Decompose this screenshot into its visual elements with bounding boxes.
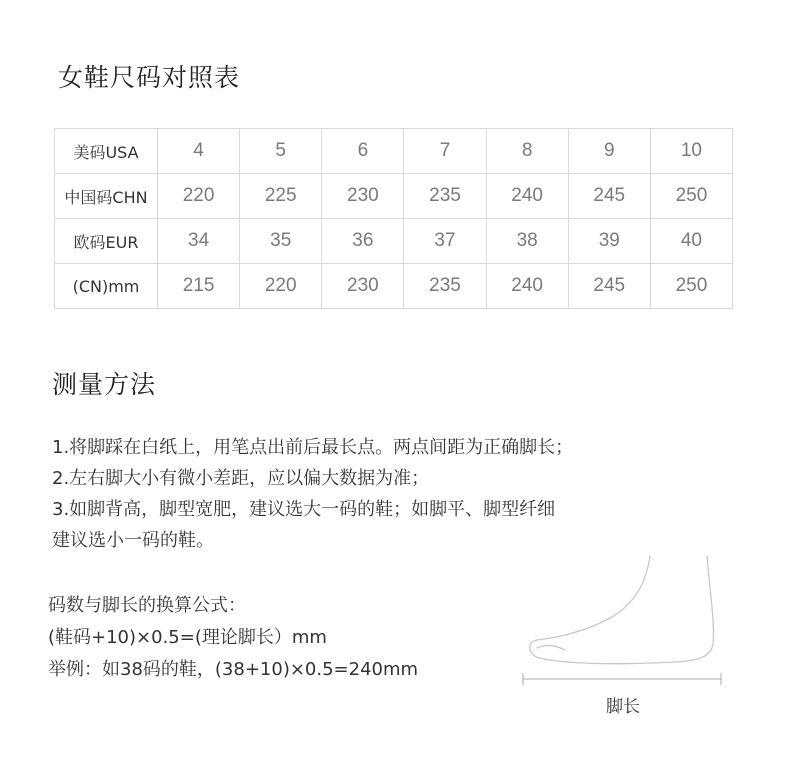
foot-outline-icon: [530, 556, 714, 664]
table-cell: 8: [486, 129, 568, 174]
table-cell: 220: [240, 264, 322, 309]
table-row-usa: [55, 129, 733, 174]
conversion-formula: [48, 590, 488, 686]
table-cell: 240: [486, 174, 568, 219]
table-cell: 230: [322, 264, 404, 309]
table-cell: 250: [650, 264, 732, 309]
table-cell: 225: [240, 174, 322, 219]
table-cell: 9: [568, 129, 650, 174]
row-label-chn: 中国码CHN: [55, 174, 158, 219]
foot-length-measure-line: [523, 673, 721, 685]
page-title: 女鞋尺码对照表: [58, 63, 241, 92]
table-cell: 215: [158, 264, 240, 309]
measurement-section-title: 测量方法: [52, 370, 157, 399]
formula-example: 举例：如38码的鞋，(38+10)×0.5=240mm: [48, 659, 419, 680]
table-cell: 235: [404, 174, 486, 219]
table-row-eur: [55, 219, 733, 264]
table-cell: 36: [322, 219, 404, 264]
table-cell: 6: [322, 129, 404, 174]
table-cell: 35: [240, 219, 322, 264]
row-label-mm: (CN)mm: [55, 264, 158, 309]
table-cell: 250: [650, 174, 732, 219]
table-cell: 4: [158, 129, 240, 174]
table-cell: 10: [650, 129, 732, 174]
formula-expression: (鞋码+10)×0.5=(理论脚长）mm: [48, 627, 327, 648]
foot-outline-illustration: [515, 548, 730, 693]
table-cell: 7: [404, 129, 486, 174]
table-row-mm: [55, 264, 733, 309]
instruction-line: 3.如脚背高，脚型宽肥，建议选大一码的鞋；如脚平、脚型纤细: [52, 499, 556, 520]
instruction-line: 建议选小一码的鞋。: [52, 530, 214, 551]
table-cell: 230: [322, 174, 404, 219]
table-cell: 38: [486, 219, 568, 264]
table-cell: 245: [568, 174, 650, 219]
table-cell: 34: [158, 219, 240, 264]
foot-length-caption: 脚长: [606, 697, 640, 717]
table-cell: 37: [404, 219, 486, 264]
table-cell: 240: [486, 264, 568, 309]
table-cell: 235: [404, 264, 486, 309]
measurement-instructions: [52, 432, 712, 556]
instruction-line: 2.左右脚大小有微小差距，应以偏大数据为准；: [52, 468, 430, 489]
instruction-line: 1.将脚踩在白纸上，用笔点出前后最长点。两点间距为正确脚长；: [52, 437, 574, 458]
table-cell: 220: [158, 174, 240, 219]
table-row-chn: [55, 174, 733, 219]
size-chart-table: [54, 128, 733, 309]
table-cell: 245: [568, 264, 650, 309]
table-cell: 39: [568, 219, 650, 264]
table-cell: 5: [240, 129, 322, 174]
formula-heading: 码数与脚长的换算公式：: [48, 595, 246, 616]
row-label-usa: 美码USA: [55, 129, 158, 174]
row-label-eur: 欧码EUR: [55, 219, 158, 264]
table-cell: 40: [650, 219, 732, 264]
